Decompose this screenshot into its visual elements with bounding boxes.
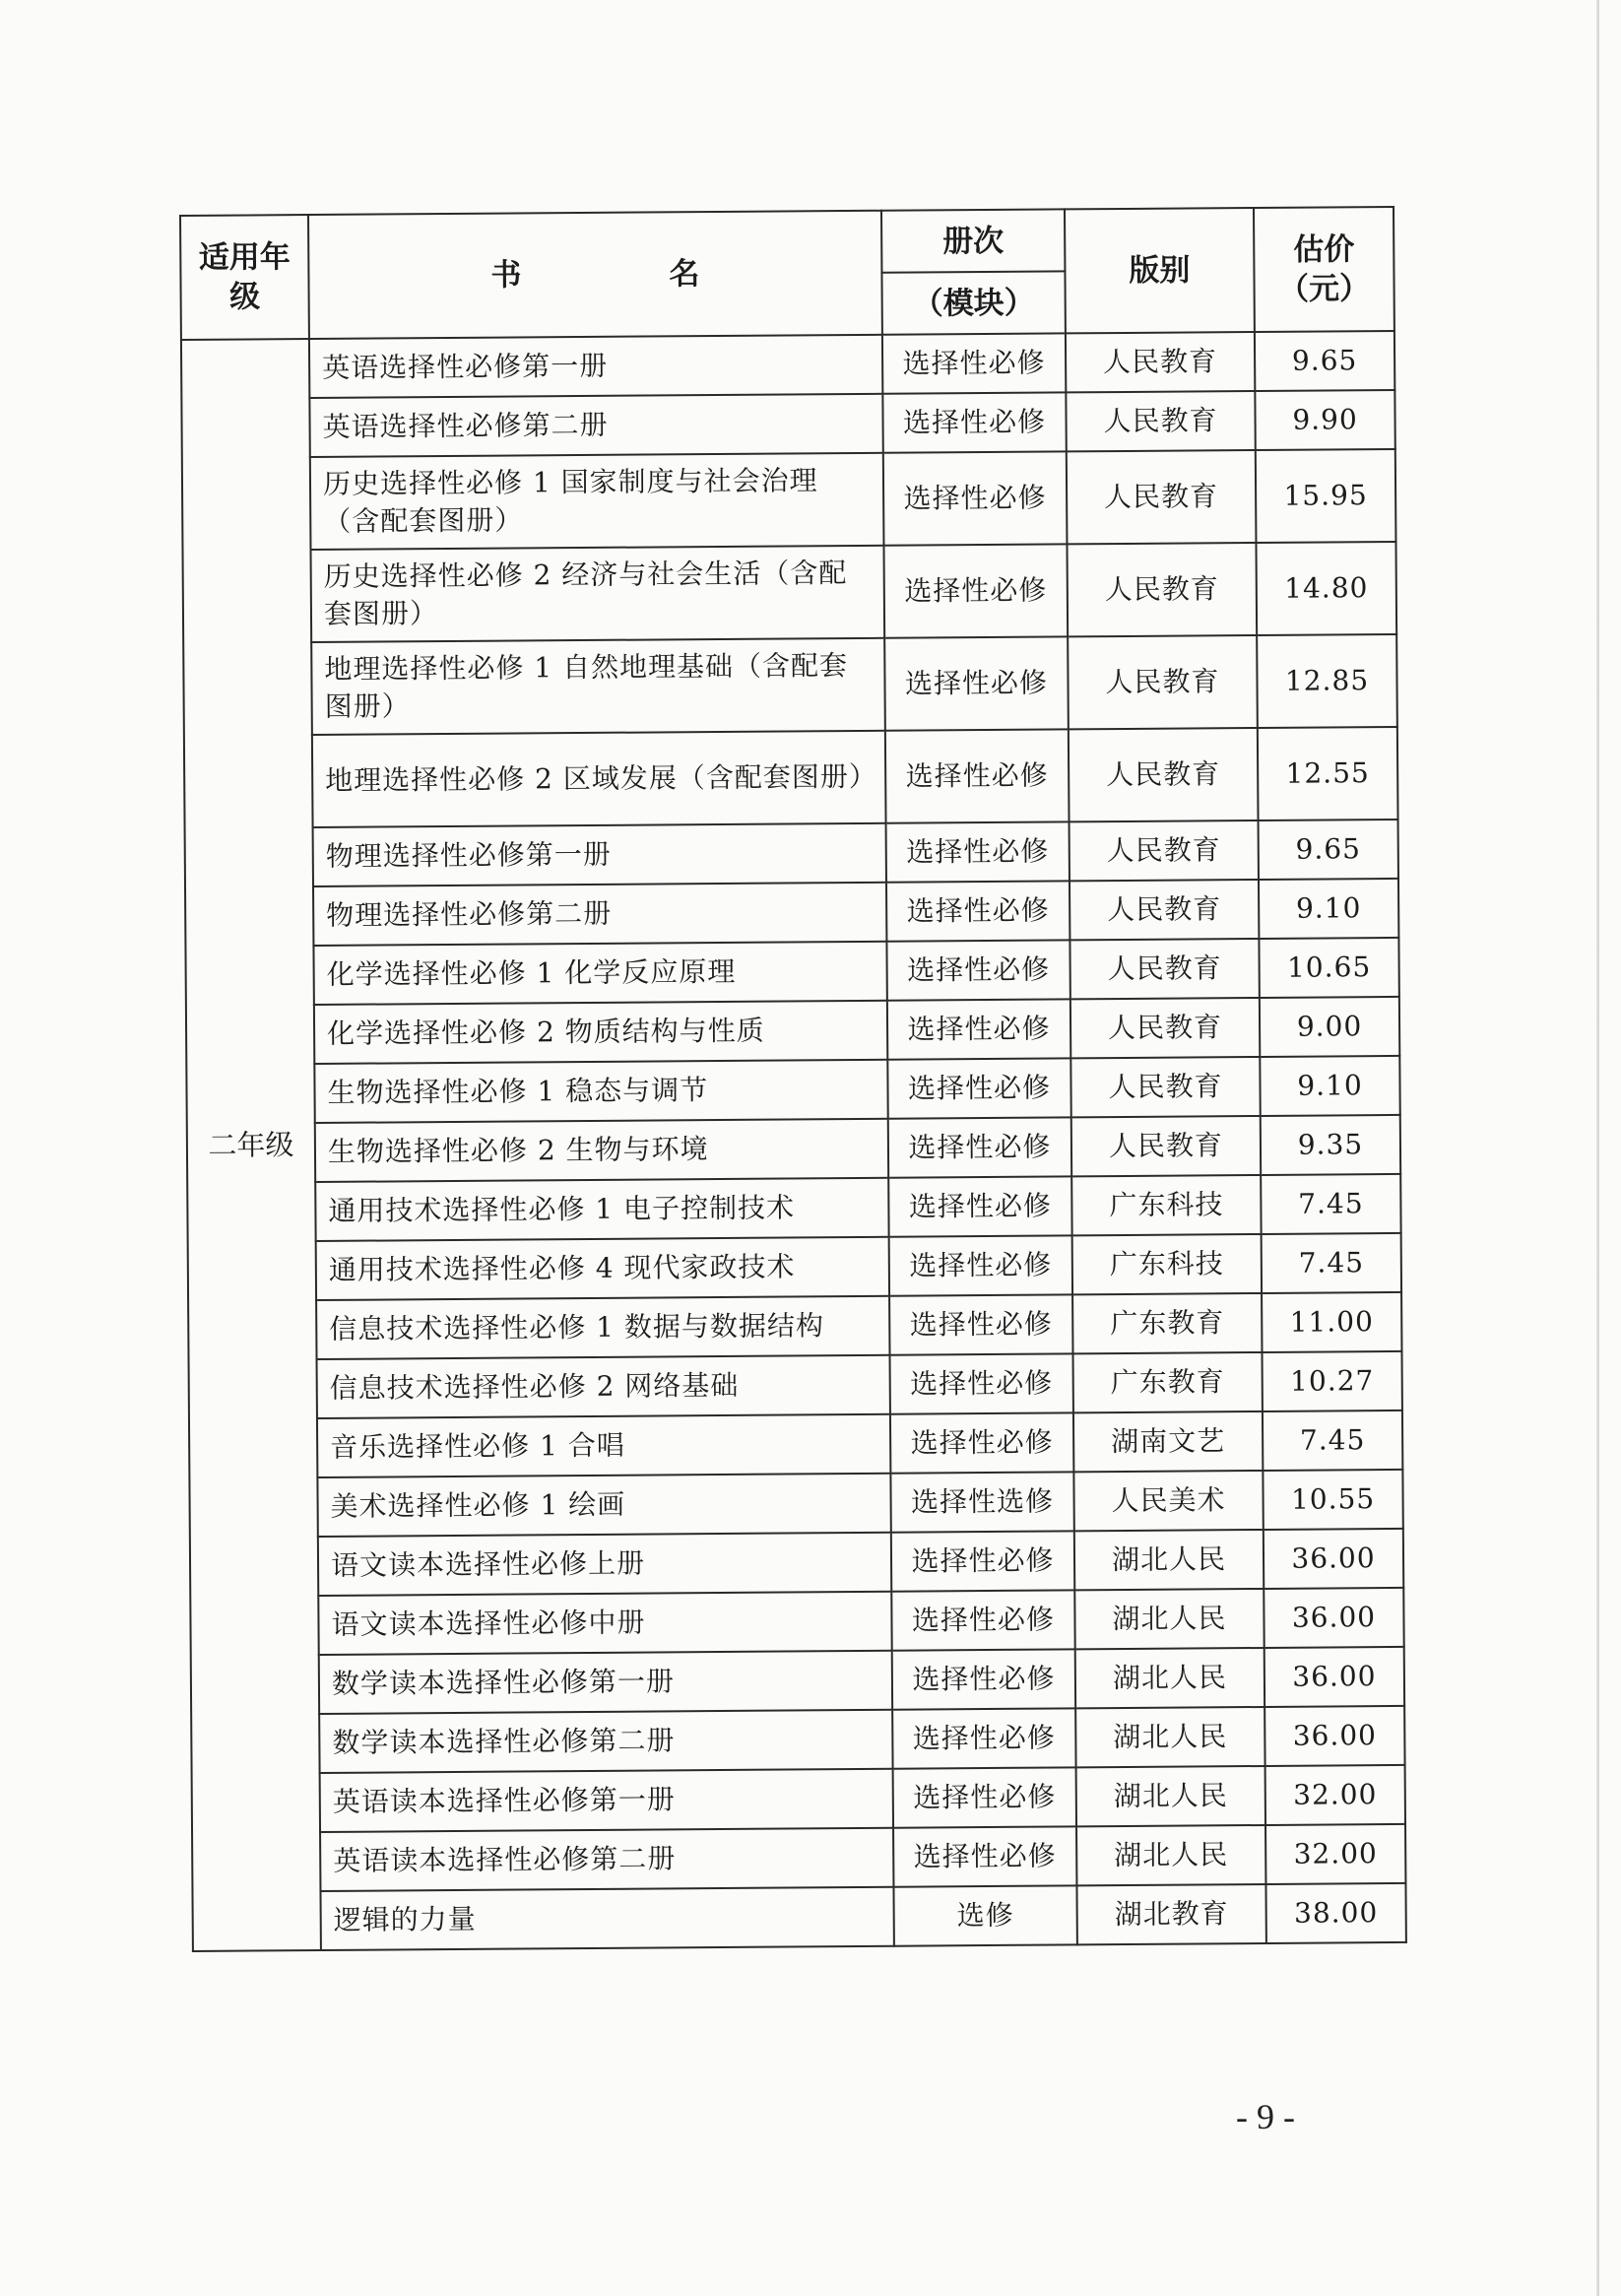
book-title-cell: 地理选择性必修 2 区域发展（含配套图册） [312, 731, 886, 827]
book-title-cell: 信息技术选择性必修 2 网络基础 [317, 1355, 890, 1418]
publisher-cell: 湖北人民 [1075, 1707, 1264, 1767]
publisher-cell: 人民教育 [1070, 820, 1259, 881]
publisher-cell: 人民教育 [1066, 391, 1255, 451]
module-cell: 选择性必修 [886, 821, 1070, 882]
publisher-cell: 人民教育 [1070, 880, 1259, 940]
header-publisher: 版别 [1065, 208, 1255, 333]
module-cell: 选择性必修 [893, 1767, 1076, 1827]
module-cell: 选择性选修 [890, 1472, 1073, 1532]
textbook-price-table [179, 206, 1407, 1952]
publisher-cell: 人民教育 [1067, 450, 1257, 544]
module-cell: 选择性必修 [882, 392, 1066, 452]
price-cell: 12.85 [1257, 634, 1397, 728]
header-title-part-a: 书 [490, 257, 522, 294]
table-row [192, 1824, 1405, 1892]
publisher-cell: 湖北人民 [1074, 1530, 1264, 1590]
price-cell: 36.00 [1264, 1647, 1404, 1707]
price-cell: 9.10 [1260, 1056, 1399, 1116]
book-title-cell: 美术选择性必修 1 绘画 [317, 1474, 890, 1537]
book-title-cell: 英语选择性必修第一册 [309, 335, 882, 398]
publisher-cell: 人民教育 [1070, 998, 1260, 1058]
book-title-cell: 数学读本选择性必修第一册 [319, 1651, 892, 1714]
module-cell: 选择性必修 [882, 333, 1066, 393]
publisher-cell: 人民教育 [1067, 543, 1257, 636]
table-row [187, 1115, 1400, 1183]
book-title-cell: 历史选择性必修 1 国家制度与社会治理（含配套图册） [310, 453, 884, 550]
module-cell: 选择性必修 [891, 1590, 1074, 1650]
table-row [191, 1647, 1404, 1715]
book-title-cell: 英语读本选择性必修第一册 [320, 1769, 893, 1832]
price-cell: 9.65 [1255, 331, 1394, 391]
book-title-cell: 物理选择性必修第二册 [313, 883, 886, 946]
module-cell: 选择性必修 [883, 451, 1068, 545]
publisher-cell: 广东科技 [1072, 1234, 1262, 1294]
price-cell: 14.80 [1256, 542, 1396, 635]
publisher-cell: 湖北人民 [1075, 1648, 1264, 1708]
module-cell: 选择性必修 [892, 1649, 1075, 1709]
book-title-cell: 数学读本选择性必修第二册 [319, 1710, 892, 1773]
table-row [185, 938, 1398, 1006]
price-cell: 38.00 [1265, 1883, 1405, 1943]
header-module-bottom: （模块） [881, 271, 1065, 334]
table-header [180, 207, 1394, 340]
module-cell: 选择性必修 [886, 881, 1070, 941]
page-edge [1596, 0, 1599, 2296]
publisher-cell: 人民教育 [1071, 1116, 1261, 1176]
module-cell: 选择性必修 [886, 940, 1070, 1000]
table-row [183, 634, 1397, 736]
publisher-cell: 人民教育 [1070, 939, 1259, 999]
price-cell: 9.35 [1261, 1115, 1400, 1175]
price-cell: 15.95 [1256, 449, 1396, 543]
table-row [186, 1056, 1399, 1124]
book-title-cell: 生物选择性必修 1 稳态与调节 [314, 1060, 887, 1123]
table-row [190, 1588, 1403, 1656]
book-title-cell: 物理选择性必修第一册 [313, 823, 886, 886]
book-title-cell: 历史选择性必修 2 经济与社会生活（含配套图册） [310, 546, 884, 642]
price-cell: 12.55 [1258, 727, 1398, 820]
module-cell: 选择性必修 [883, 544, 1068, 637]
book-title-cell: 语文读本选择性必修中册 [318, 1592, 891, 1655]
book-title-cell: 化学选择性必修 2 物质结构与性质 [314, 1001, 887, 1064]
table-row [192, 1765, 1405, 1833]
price-cell: 9.10 [1259, 879, 1398, 939]
table-row [184, 727, 1398, 828]
module-cell: 选择性必修 [891, 1531, 1074, 1591]
price-cell: 36.00 [1264, 1588, 1403, 1648]
book-title-cell: 生物选择性必修 2 生物与环境 [315, 1119, 888, 1182]
module-cell: 选择性必修 [889, 1294, 1072, 1354]
grade-cell: 二年级 [181, 339, 321, 1951]
book-title-cell: 英语选择性必修第二册 [309, 394, 882, 457]
table-row [189, 1470, 1402, 1538]
table-row [190, 1529, 1403, 1597]
price-cell: 32.00 [1265, 1824, 1405, 1884]
price-cell: 36.00 [1264, 1529, 1403, 1589]
table-body [181, 331, 1406, 1951]
book-title-cell: 音乐选择性必修 1 合唱 [317, 1414, 890, 1477]
price-cell: 7.45 [1261, 1174, 1400, 1234]
module-cell: 选择性必修 [888, 1117, 1071, 1177]
book-title-cell: 语文读本选择性必修上册 [318, 1533, 891, 1596]
price-cell: 9.65 [1259, 820, 1398, 880]
price-cell: 10.27 [1262, 1351, 1401, 1411]
header-price: 估价（元） [1254, 207, 1394, 332]
publisher-cell: 人民教育 [1070, 1057, 1260, 1117]
table-row [182, 542, 1396, 643]
header-grade: 适用年级 [180, 215, 309, 340]
module-cell: 选择性必修 [888, 1176, 1071, 1236]
publisher-cell: 湖北教育 [1076, 1884, 1265, 1944]
book-title-cell: 逻辑的力量 [320, 1887, 893, 1950]
publisher-cell: 人民教育 [1068, 635, 1258, 729]
book-title-cell: 化学选择性必修 1 化学反应原理 [313, 942, 886, 1005]
header-title-part-b: 名 [669, 256, 700, 293]
page-number: - 9 - [1236, 2097, 1295, 2136]
module-cell: 选择性必修 [890, 1412, 1073, 1473]
module-cell: 选择性必修 [887, 1058, 1070, 1118]
publisher-cell: 广东科技 [1071, 1175, 1261, 1235]
table-row [189, 1410, 1402, 1478]
table-row [186, 997, 1399, 1065]
module-cell: 选择性必修 [893, 1826, 1076, 1886]
header-title [308, 211, 882, 339]
publisher-cell: 湖北人民 [1076, 1766, 1265, 1826]
module-cell: 选择性必修 [887, 999, 1070, 1059]
price-cell: 36.00 [1264, 1706, 1404, 1766]
publisher-cell: 广东教育 [1072, 1293, 1262, 1353]
table-row [182, 449, 1396, 551]
publisher-cell: 广东教育 [1073, 1352, 1263, 1412]
table-row [192, 1883, 1405, 1951]
price-cell: 10.65 [1259, 938, 1398, 998]
book-title-cell: 通用技术选择性必修 1 电子控制技术 [315, 1178, 888, 1241]
table-row [189, 1351, 1402, 1419]
table-row [185, 820, 1398, 887]
price-cell: 9.00 [1260, 997, 1399, 1057]
price-cell: 7.45 [1263, 1410, 1402, 1471]
publisher-cell: 湖南文艺 [1073, 1411, 1263, 1472]
table-row [191, 1706, 1404, 1774]
table-row [181, 390, 1394, 458]
price-cell: 9.90 [1255, 390, 1394, 450]
module-cell: 选择性必修 [890, 1353, 1073, 1413]
table-row [188, 1292, 1401, 1360]
price-cell: 10.55 [1263, 1470, 1402, 1530]
publisher-cell: 人民教育 [1069, 728, 1259, 821]
table-row [185, 879, 1398, 947]
publisher-cell: 人民教育 [1066, 332, 1255, 392]
module-cell: 选择性必修 [889, 1235, 1072, 1295]
header-module-top: 册次 [881, 209, 1065, 272]
book-title-cell: 英语读本选择性必修第二册 [320, 1828, 893, 1891]
module-cell: 选择性必修 [884, 636, 1069, 730]
book-title-cell: 地理选择性必修 1 自然地理基础（含配套图册） [311, 638, 885, 735]
textbook-table-sheet [179, 206, 1405, 1952]
publisher-cell: 湖北人民 [1074, 1589, 1264, 1649]
table-row [188, 1233, 1401, 1301]
publisher-cell: 湖北人民 [1076, 1825, 1265, 1885]
book-title-cell: 信息技术选择性必修 1 数据与数据结构 [316, 1296, 889, 1359]
price-cell: 11.00 [1262, 1292, 1401, 1352]
table-row [187, 1174, 1400, 1242]
module-cell: 选修 [893, 1885, 1076, 1945]
book-title-cell: 通用技术选择性必修 4 现代家政技术 [316, 1237, 889, 1300]
price-cell: 32.00 [1265, 1765, 1405, 1825]
table-row [181, 331, 1394, 399]
publisher-cell: 人民美术 [1073, 1471, 1263, 1531]
module-cell: 选择性必修 [885, 729, 1070, 822]
price-cell: 7.45 [1262, 1233, 1401, 1293]
module-cell: 选择性必修 [892, 1708, 1075, 1768]
